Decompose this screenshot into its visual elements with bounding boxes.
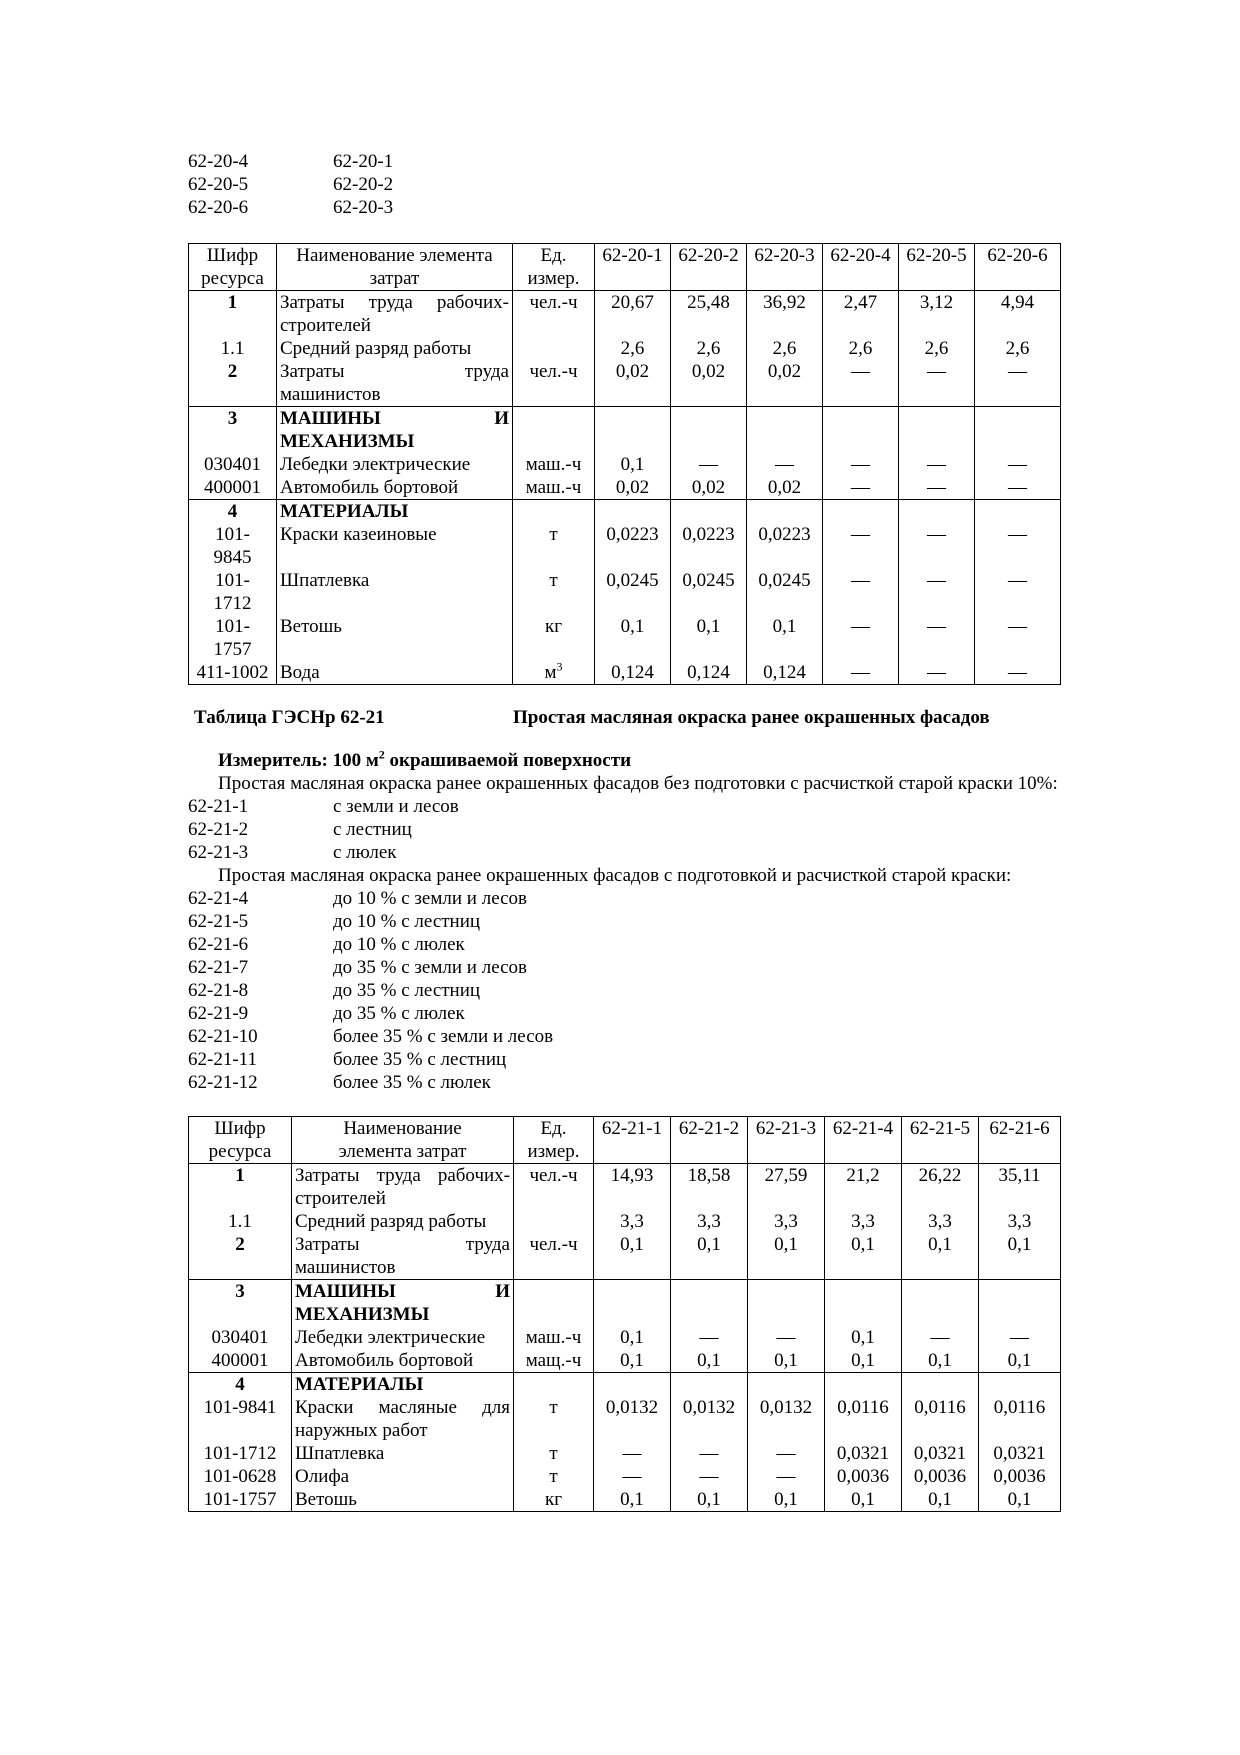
table-label: Таблица ГЭСНр 62-21 <box>194 707 385 728</box>
header-unit: Ед. измер. <box>513 244 595 291</box>
table-row: 1.1 Средний разряд работы 2,6 2,6 2,6 2,6 2,6 2,6 <box>189 337 1061 360</box>
list-item: 62-21-9 до 35 % с люлек <box>188 1003 465 1024</box>
table-row: 3 МАШИНЫ И МЕХАНИЗМЫ <box>189 1280 1061 1327</box>
list-item: 62-21-1 с земли и лесов <box>188 796 459 817</box>
table-row: 101-0628 Олифа т — — — 0,0036 0,0036 0,0036 <box>189 1465 1061 1488</box>
header-col: 62-20-1 <box>595 244 671 291</box>
table-header-row <box>189 1117 1061 1164</box>
code: 62-20-4 <box>188 151 249 172</box>
header-col: 62-21-6 <box>979 1117 1061 1164</box>
resource-table-62-21 <box>188 1116 1061 1512</box>
list-item: 62-21-5 до 10 % с лестниц <box>188 911 481 932</box>
table-row: 3 МАШИНЫ И МЕХАНИЗМЫ <box>189 407 1061 454</box>
list-item: 62-21-12 более 35 % с люлек <box>188 1072 491 1093</box>
table-row: 2 Затраты труда машинистов чел.-ч 0,1 0,1 0,1 0,1 0,1 0,1 <box>189 1233 1061 1280</box>
header-col: 62-20-5 <box>899 244 975 291</box>
code-line <box>188 150 1060 173</box>
header-name: Наименование элемента затрат <box>277 244 513 291</box>
code: 62-20-5 <box>188 174 249 195</box>
header-name: Наименование элемента затрат <box>292 1117 514 1164</box>
header-col: 62-21-2 <box>671 1117 748 1164</box>
table-row: 1 Затраты труда рабочих- строителей чел.-ч 14,93 18,58 27,59 21,2 26,22 35,11 <box>189 1164 1061 1211</box>
code: 62-20-3 <box>333 197 394 218</box>
header-col: 62-21-4 <box>825 1117 902 1164</box>
table-row: 101-9841 Краски масляные для наружных работ т 0,0132 0,0132 0,0132 0,0116 0,0116 0,0116 <box>189 1396 1061 1442</box>
header-code: Шифр ресурса <box>189 1117 292 1164</box>
measurement-unit: Измеритель: 100 $м^2$ окрашиваемой поверхности <box>218 747 632 771</box>
code: 62-20-2 <box>333 174 394 195</box>
code: 62-20-1 <box>333 151 394 172</box>
table-header-row <box>189 244 1061 291</box>
list-item: 62-21-7 до 35 % с земли и лесов <box>188 957 527 978</box>
list-item: 62-21-6 до 10 % с люлек <box>188 934 465 955</box>
intro-codes <box>188 150 1060 219</box>
table-row: 1 Затраты труда рабочих- строителей чел.-ч 20,67 25,48 36,92 2,47 3,12 4,94 <box>189 291 1061 338</box>
table-row: 400001 Автомобиль бортовой мащ.-ч 0,1 0,1 0,1 0,1 0,1 0,1 <box>189 1349 1061 1373</box>
header-code: Шифр ресурса <box>189 244 277 291</box>
table-row: 411-1002 Вода $м^3$ 0,124 0,124 0,124 — — — <box>189 661 1061 685</box>
header-col: 62-21-5 <box>902 1117 979 1164</box>
table-title <box>188 706 1060 729</box>
list-item: 62-21-10 более 35 % с земли и лесов <box>188 1026 554 1047</box>
list-item: 62-21-2 с лестниц <box>188 819 412 840</box>
table-row: 030401 Лебедки электрические маш.-ч 0,1 — — — — — <box>189 453 1061 476</box>
description-paragraph: Простая масляная окраска ранее окрашенных фасадов без подготовки с расчисткой старой краски 10%: <box>218 773 1058 794</box>
list-item: 62-21-8 до 35 % с лестниц <box>188 980 481 1001</box>
header-col: 62-20-6 <box>975 244 1061 291</box>
header-col: 62-20-2 <box>671 244 747 291</box>
resource-table-62-20 <box>188 243 1061 685</box>
document-page <box>188 150 1060 1512</box>
table-row: 400001 Автомобиль бортовой маш.-ч 0,02 0,02 0,02 — — — <box>189 476 1061 500</box>
header-col: 62-21-1 <box>594 1117 671 1164</box>
table-row: 101-1757 Ветошь кг 0,1 0,1 0,1 0,1 0,1 0,1 <box>189 1488 1061 1512</box>
header-unit: Ед. измер. <box>514 1117 594 1164</box>
table-row: 4 МАТЕРИАЛЫ <box>189 1373 1061 1397</box>
list-item: 62-21-4 до 10 % с земли и лесов <box>188 888 527 909</box>
header-col: 62-20-3 <box>747 244 823 291</box>
table-row: 101- 1757 Ветошь кг 0,1 0,1 0,1 — — — <box>189 615 1061 661</box>
table-row: 2 Затраты труда машинистов чел.-ч 0,02 0,02 0,02 — — — <box>189 360 1061 407</box>
header-col: 62-20-4 <box>823 244 899 291</box>
code: 62-20-6 <box>188 197 249 218</box>
table-row: 101- 9845 Краски казеиновые т 0,0223 0,0223 0,0223 — — — <box>189 523 1061 569</box>
header-col: 62-21-3 <box>748 1117 825 1164</box>
table-row: 030401 Лебедки электрические маш.-ч 0,1 — — 0,1 — — <box>189 1326 1061 1349</box>
table-row: 101- 1712 Шпатлевка т 0,0245 0,0245 0,0245 — — — <box>189 569 1061 615</box>
list-item: 62-21-3 с люлек <box>188 842 397 863</box>
table-heading: Простая масляная окраска ранее окрашенных фасадов <box>513 707 990 728</box>
table-row: 1.1 Средний разряд работы 3,3 3,3 3,3 3,3 3,3 3,3 <box>189 1210 1061 1233</box>
list-item: 62-21-11 более 35 % с лестниц <box>188 1049 507 1070</box>
table-row: 4 МАТЕРИАЛЫ <box>189 500 1061 524</box>
code-line <box>188 173 1060 196</box>
table-row: 101-1712 Шпатлевка т — — — 0,0321 0,0321 0,0321 <box>189 1442 1061 1465</box>
description-paragraph: Простая масляная окраска ранее окрашенных фасадов с подготовкой и расчисткой старой краски: <box>218 865 1012 886</box>
code-line <box>188 196 1060 219</box>
